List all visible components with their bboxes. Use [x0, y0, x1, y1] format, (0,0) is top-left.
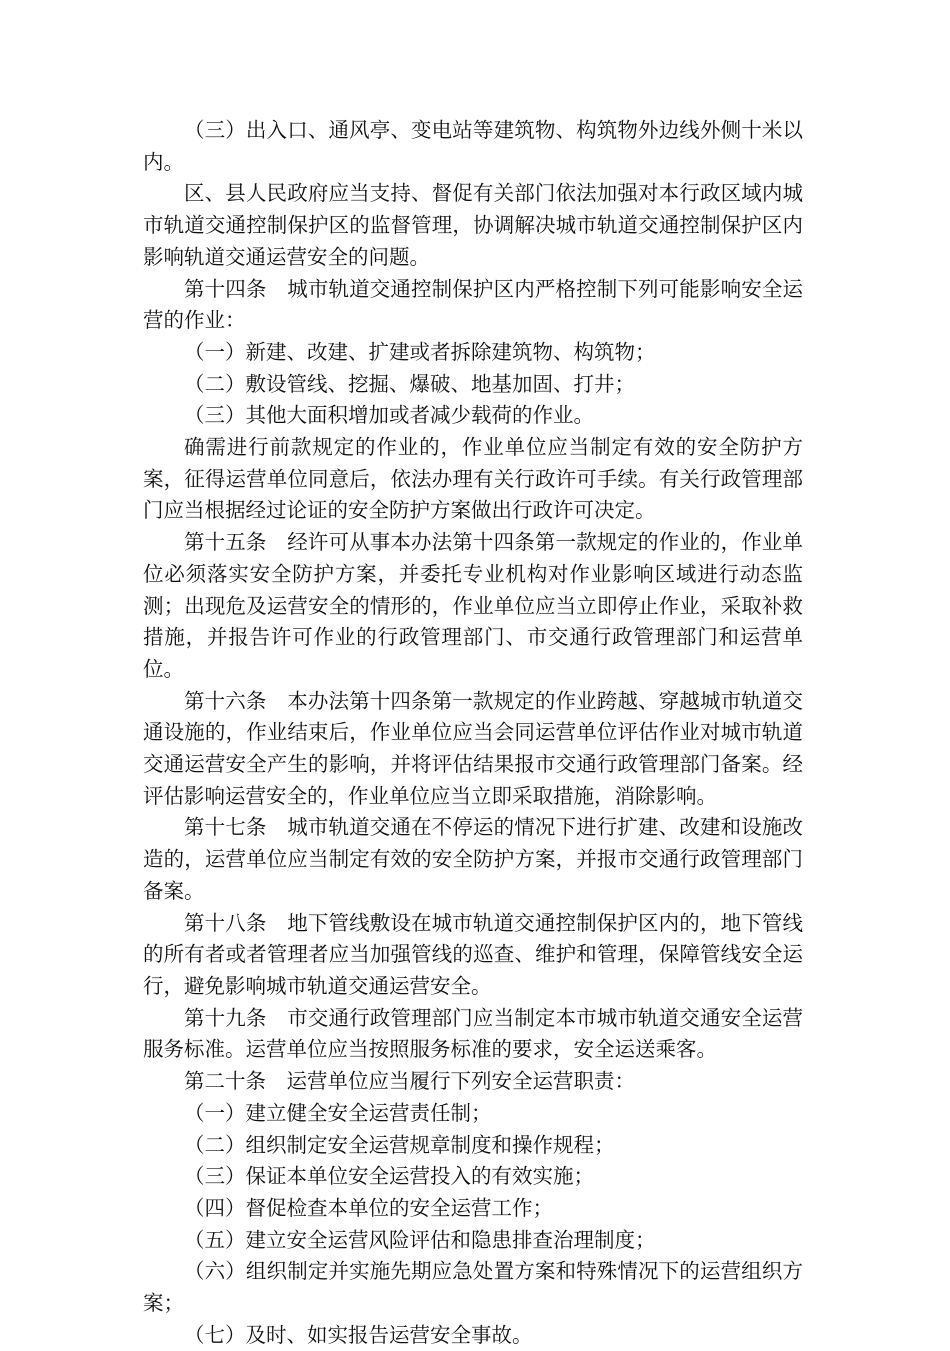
paragraph: （三）出入口、通风亭、变电站等建筑物、构筑物外边线外侧十米以内。 [143, 118, 803, 174]
paragraph: 第十七条 城市轨道交通在不停运的情况下进行扩建、改建和设施改造的，运营单位应当制定有效的安全防护方案，并报市交通行政管理部门备案。 [143, 815, 803, 903]
paragraph: 第十四条 城市轨道交通控制保护区内严格控制下列可能影响安全运营的作业： [143, 276, 803, 333]
paragraph: 第二十条 运营单位应当履行下列安全运营职责： [184, 1069, 635, 1094]
paragraph: （一）建立健全安全运营责任制； [184, 1100, 492, 1125]
paragraph: （五）建立安全运营风险评估和隐患排查治理制度； [184, 1227, 656, 1252]
document-body [143, 115, 803, 1351]
paragraph: 确需进行前款规定的作业的，作业单位应当制定有效的安全防护方案，征得运营单位同意后，依法办理有关行政许可手续。有关行政管理部门应当根据经过论证的安全防护方案做出行政许可决定。 [143, 435, 803, 523]
paragraph: 第十六条 本办法第十四条第一款规定的作业跨越、穿越城市轨道交通设施的，作业结束后，作业单位应当会同运营单位评估作业对城市轨道交通运营安全产生的影响，并将评估结果报市交通行政管理部门备案。经评估影响运营安全的，作业单位应当立即采取措施，消除影响。 [143, 688, 803, 808]
paragraph: （二）敷设管线、挖掘、爆破、地基加固、打井； [184, 371, 635, 396]
paragraph: （一）新建、改建、扩建或者拆除建筑物、构筑物； [184, 339, 656, 364]
paragraph: （四）督促检查本单位的安全运营工作； [184, 1195, 553, 1220]
paragraph: 第十八条 地下管线敷设在城市轨道交通控制保护区内的，地下管线的所有者或者管理者应当加强管线的巡查、维护和管理，保障管线安全运行，避免影响城市轨道交通运营安全。 [143, 910, 803, 998]
paragraph: 第十五条 经许可从事本办法第十四条第一款规定的作业的，作业单位必须落实安全防护方案，并委托专业机构对作业影响区域进行动态监测；出现危及运营安全的情形的，作业单位应当立即停止作业，采取补救措施，并报告许可作业的行政管理部门、市交通行政管理部门和运营单位。 [143, 530, 803, 681]
paragraph: （三）保证本单位安全运营投入的有效实施； [184, 1164, 594, 1189]
paragraph: （七）及时、如实报告运营安全事故。 [184, 1322, 533, 1347]
paragraph: （三）其他大面积增加或者减少载荷的作业。 [184, 403, 594, 428]
paragraph: （六）组织制定并实施先期应急处置方案和特殊情况下的运营组织方案； [143, 1259, 803, 1316]
paragraph: （二）组织制定安全运营规章制度和操作规程； [184, 1132, 615, 1157]
paragraph: 区、县人民政府应当支持、督促有关部门依法加强对本行政区域内城市轨道交通控制保护区的监督管理，协调解决城市轨道交通控制保护区内影响轨道交通运营安全的问题。 [143, 181, 803, 269]
paragraph: 第十九条 市交通行政管理部门应当制定本市城市轨道交通安全运营服务标准。运营单位应当按照服务标准的要求，安全运送乘客。 [143, 1005, 803, 1062]
